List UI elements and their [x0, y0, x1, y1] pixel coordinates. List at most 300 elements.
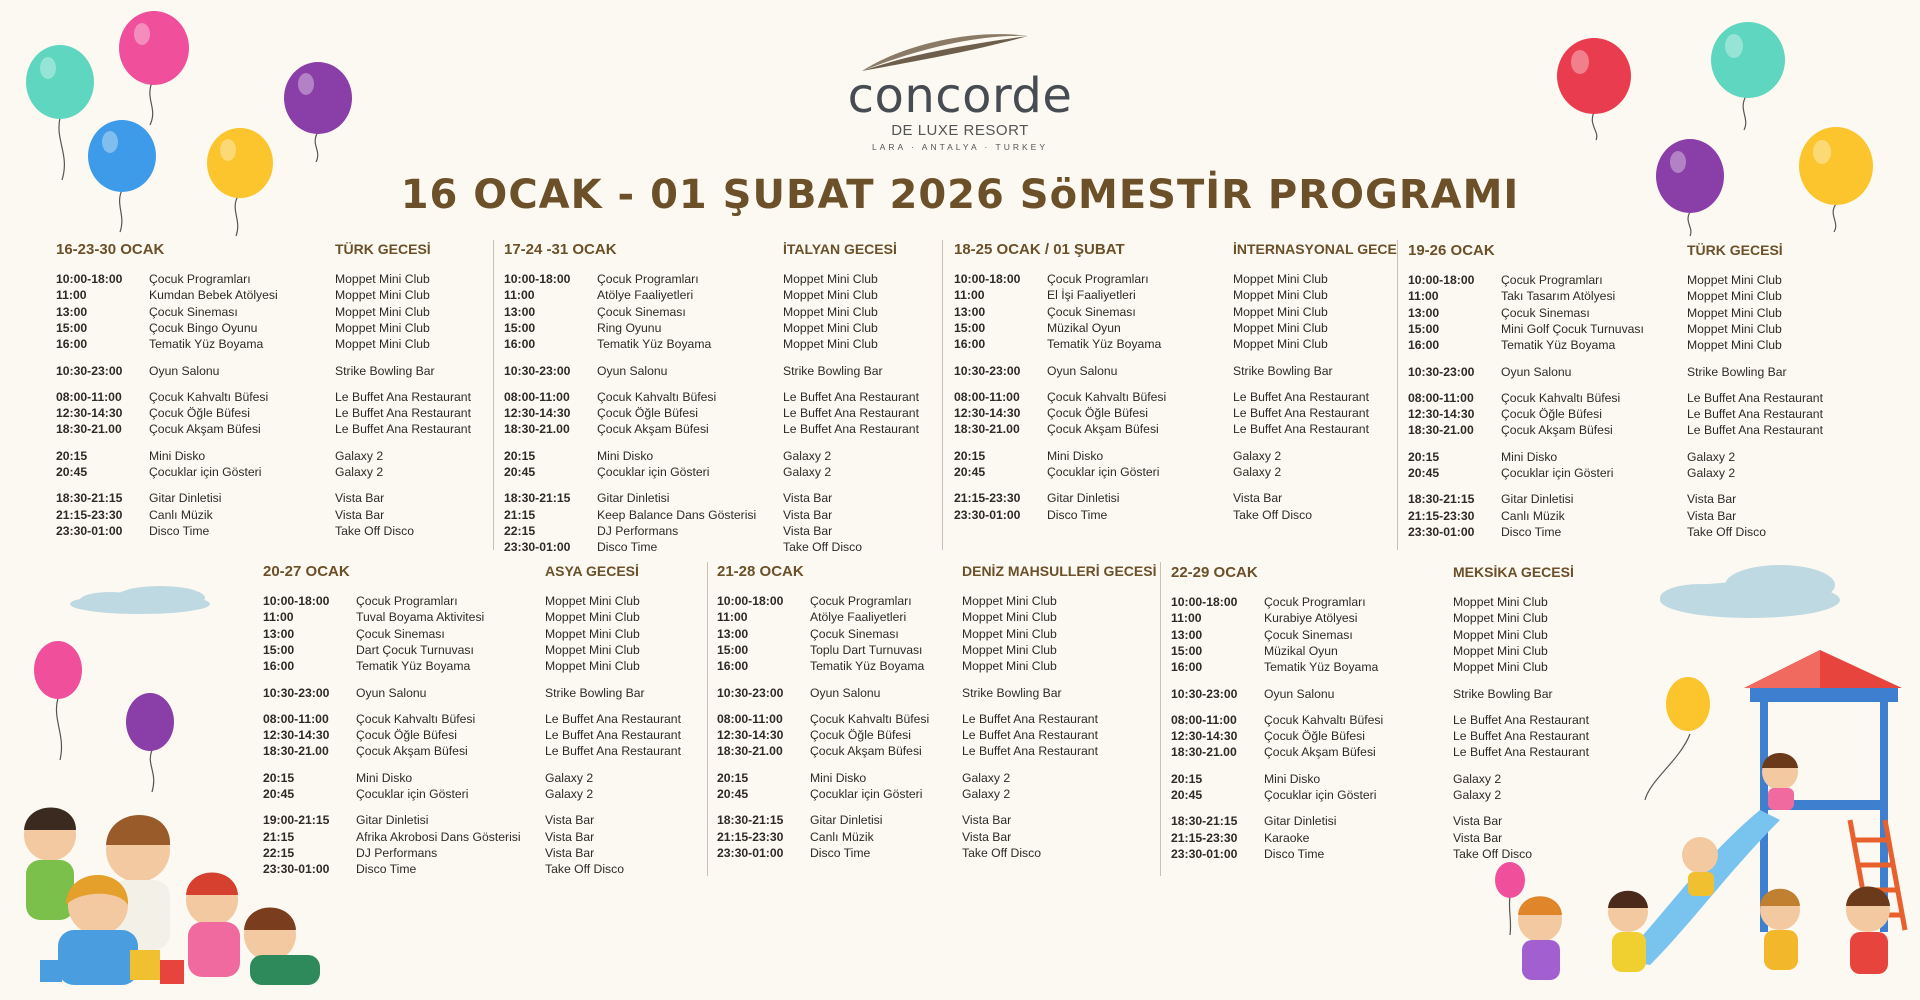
schedule-row	[1408, 491, 1858, 507]
schedule-time: 20:15	[1408, 449, 1440, 464]
schedule-time: 18:30-21.00	[263, 744, 329, 759]
schedule-row	[954, 363, 1404, 379]
schedule-time: 21:15-23:30	[717, 829, 784, 844]
schedule-venue: Moppet Mini Club	[545, 626, 640, 641]
schedule-activity: Oyun Salonu	[1264, 686, 1335, 701]
schedule-time: 21:15-23:30	[954, 491, 1021, 506]
schedule-row	[504, 389, 954, 405]
balloon-icon	[1656, 139, 1724, 236]
schedule-activity: Oyun Salonu	[1047, 363, 1118, 378]
schedule-activity: Çocuk Sineması	[1264, 627, 1353, 642]
schedule-activity: Çocuk Programları	[149, 272, 251, 286]
schedule-venue: Galaxy 2	[783, 448, 832, 463]
schedule-row	[504, 539, 954, 555]
schedule-activity: Çocuk Öğle Büfesi	[1501, 407, 1602, 422]
schedule-venue: Moppet Mini Club	[1233, 288, 1328, 303]
schedule-activity: Çocuk Kahvaltı Büfesi	[149, 389, 269, 404]
schedule-time: 20:15	[717, 770, 749, 785]
schedule-time: 19:00-21:15	[263, 813, 330, 828]
schedule-venue: Strike Bowling Bar	[545, 685, 645, 700]
schedule-activity: Oyun Salonu	[149, 363, 220, 378]
schedule-venue: Take Off Disco	[1687, 524, 1767, 539]
schedule-time: 22:15	[263, 845, 295, 860]
schedule-block	[717, 563, 1157, 873]
schedule-venue: Moppet Mini Club	[545, 610, 640, 625]
schedule-row	[1171, 771, 1621, 787]
schedule-venue: Vista Bar	[1687, 508, 1737, 523]
balloon-icon	[1711, 22, 1785, 130]
schedule-row	[263, 593, 713, 609]
schedule-row	[1408, 337, 1858, 353]
schedule-venue: Galaxy 2	[1453, 788, 1502, 802]
schedule-venue: Moppet Mini Club	[335, 320, 430, 335]
schedule-activity: Gitar Dinletisi	[1047, 491, 1120, 506]
schedule-activity: Mini Disko	[1501, 449, 1558, 464]
schedule-activity: Çocuk Programları	[597, 272, 699, 286]
schedule-row	[504, 405, 954, 421]
schedule-row	[1408, 449, 1858, 465]
schedule-venue: Moppet Mini Club	[783, 288, 878, 303]
schedule-row	[263, 609, 713, 625]
schedule-row	[1408, 288, 1858, 304]
schedule-row	[1408, 422, 1858, 438]
schedule-venue: Galaxy 2	[962, 787, 1011, 801]
schedule-activity: Atölye Faaliyetleri	[810, 610, 907, 625]
schedule-venue: Moppet Mini Club	[783, 320, 878, 335]
schedule-venue: Le Buffet Ana Restaurant	[783, 406, 919, 421]
schedule-activity: Dart Çocuk Turnuvası	[356, 642, 474, 657]
balloon-icon	[34, 641, 82, 760]
schedule-time: 20:15	[504, 448, 536, 463]
schedule-row	[1408, 508, 1858, 524]
schedule-activity: Takı Tasarım Atölyesi	[1501, 289, 1616, 304]
schedule-activity: Çocuk Sineması	[149, 304, 238, 319]
schedule-venue: Vista Bar	[335, 491, 385, 506]
schedule-row	[504, 523, 954, 539]
schedule-row	[56, 448, 506, 464]
schedule-date: 19-26 OCAK	[1408, 242, 1495, 259]
schedule-activity: Afrika Akrobosi Dans Gösterisi	[356, 829, 521, 844]
schedule-venue: Vista Bar	[545, 845, 595, 860]
schedule-activity: Çocuk Akşam Büfesi	[1501, 423, 1613, 438]
schedule-row	[954, 287, 1404, 303]
cloud-icon	[70, 586, 210, 614]
schedule-venue: Moppet Mini Club	[1687, 338, 1782, 353]
schedule-time: 21:15	[263, 829, 295, 844]
schedule-activity: Oyun Salonu	[597, 363, 668, 378]
schedule-time: 15:00	[56, 320, 88, 335]
schedule-venue: Moppet Mini Club	[545, 594, 640, 608]
schedule-activity: Kumdan Bebek Atölyesi	[149, 288, 278, 303]
schedule-time: 12:30-14:30	[504, 406, 571, 421]
schedule-venue: Galaxy 2	[1687, 466, 1736, 480]
schedule-night-theme: TÜRK GECESİ	[335, 241, 431, 257]
schedule-row	[954, 304, 1404, 320]
schedule-row	[717, 711, 1167, 727]
schedule-row	[1171, 659, 1621, 675]
schedule-block	[954, 241, 1397, 551]
schedule-time: 18:30-21:15	[504, 491, 571, 506]
schedule-row	[56, 464, 506, 480]
schedule-date: 17-24 -31 OCAK	[504, 241, 617, 258]
schedule-activity: Çocuk Kahvaltı Büfesi	[1047, 389, 1167, 404]
schedule-activity: Mini Disko	[1047, 448, 1104, 463]
schedule-activity: Çocuk Programları	[1501, 273, 1603, 287]
schedule-activity: Tematik Yüz Boyama	[597, 337, 712, 352]
schedule-venue: Moppet Mini Club	[335, 304, 430, 319]
schedule-time: 15:00	[1171, 643, 1203, 658]
schedule-date: 16-23-30 OCAK	[56, 241, 165, 258]
schedule-activity: Oyun Salonu	[356, 685, 427, 700]
schedule-time: 18:30-21:15	[717, 813, 784, 828]
schedule-time: 20:45	[1171, 788, 1203, 802]
schedule-activity: Çocuk Sineması	[356, 626, 445, 641]
schedule-time: 23:30-01:00	[1171, 846, 1238, 861]
schedule-block	[1408, 242, 1848, 552]
schedule-time: 10:00-18:00	[1171, 595, 1238, 609]
schedule-time: 10:00-18:00	[504, 272, 571, 286]
schedule-row	[1171, 830, 1621, 846]
schedule-row	[954, 464, 1404, 480]
schedule-time: 15:00	[717, 642, 749, 657]
schedule-night-theme: İTALYAN GECESİ	[783, 241, 897, 257]
schedule-row	[1171, 686, 1621, 702]
schedule-row	[504, 320, 954, 336]
schedule-row	[263, 685, 713, 701]
schedule-activity: Disco Time	[810, 845, 871, 860]
schedule-activity: Mini Disko	[149, 448, 206, 463]
schedule-time: 11:00	[1408, 289, 1439, 304]
schedule-activity: Çocuklar için Gösteri	[1501, 466, 1614, 480]
schedule-night-theme: İNTERNASYONAL GECE	[1233, 241, 1397, 257]
schedule-row	[263, 626, 713, 642]
schedule-row	[263, 727, 713, 743]
schedule-venue: Le Buffet Ana Restaurant	[545, 744, 681, 759]
schedule-activity: Gitar Dinletisi	[1501, 492, 1574, 507]
schedule-time: 08:00-11:00	[56, 389, 122, 404]
schedule-venue: Moppet Mini Club	[1453, 595, 1548, 609]
schedule-row	[1408, 524, 1858, 540]
schedule-time: 13:00	[504, 304, 536, 319]
schedule-time: 15:00	[504, 320, 536, 335]
schedule-venue: Moppet Mini Club	[545, 659, 640, 674]
schedule-venue: Moppet Mini Club	[545, 642, 640, 657]
schedule-activity: Tematik Yüz Boyama	[1501, 338, 1616, 353]
schedule-time: 15:00	[954, 320, 986, 335]
schedule-time: 23:30-01:00	[717, 845, 784, 860]
schedule-activity: Tematik Yüz Boyama	[1264, 660, 1379, 675]
schedule-block	[263, 563, 703, 877]
balloon-icon	[284, 62, 352, 162]
schedule-venue: Moppet Mini Club	[335, 337, 430, 352]
schedule-venue: Moppet Mini Club	[962, 610, 1057, 625]
schedule-venue: Le Buffet Ana Restaurant	[545, 728, 681, 743]
schedule-time: 20:45	[717, 787, 749, 801]
schedule-venue: Strike Bowling Bar	[1687, 364, 1787, 379]
schedule-time: 18:30-21:15	[1408, 492, 1475, 507]
schedule-venue: Moppet Mini Club	[1453, 660, 1548, 675]
schedule-venue: Moppet Mini Club	[1233, 320, 1328, 335]
schedule-time: 08:00-11:00	[717, 711, 783, 726]
schedule-time: 13:00	[263, 626, 295, 641]
schedule-venue: Moppet Mini Club	[783, 272, 878, 286]
schedule-activity: DJ Performans	[356, 845, 438, 860]
schedule-row	[717, 727, 1167, 743]
schedule-activity: Tematik Yüz Boyama	[1047, 337, 1162, 352]
schedule-row	[263, 770, 713, 786]
schedule-row	[56, 336, 506, 352]
schedule-venue: Le Buffet Ana Restaurant	[335, 422, 471, 437]
schedule-row	[504, 421, 954, 437]
schedule-row	[56, 507, 506, 523]
schedule-activity: Gitar Dinletisi	[149, 491, 222, 506]
schedule-time: 15:00	[1408, 321, 1440, 336]
schedule-time: 10:30-23:00	[717, 685, 784, 700]
schedule-time: 16:00	[1171, 660, 1203, 675]
schedule-row	[1171, 712, 1621, 728]
balloon-icon	[207, 128, 273, 236]
schedule-time: 08:00-11:00	[504, 389, 570, 404]
schedule-row	[954, 448, 1404, 464]
schedule-venue: Vista Bar	[335, 507, 385, 522]
schedule-night-theme: TÜRK GECESİ	[1687, 242, 1783, 258]
schedule-venue: Moppet Mini Club	[335, 288, 430, 303]
schedule-row	[263, 743, 713, 759]
schedule-venue: Moppet Mini Club	[1453, 611, 1548, 626]
schedule-venue: Galaxy 2	[1687, 449, 1736, 464]
schedule-block	[1171, 564, 1611, 874]
schedule-venue: Moppet Mini Club	[783, 304, 878, 319]
schedule-time: 11:00	[1171, 611, 1202, 626]
schedule-activity: Canlı Müzik	[149, 507, 213, 522]
schedule-time: 13:00	[56, 304, 88, 319]
schedule-time: 11:00	[954, 288, 985, 303]
schedule-time: 12:30-14:30	[56, 406, 123, 421]
schedule-activity: Çocuk Öğle Büfesi	[149, 406, 250, 421]
schedule-time: 20:45	[1408, 466, 1440, 480]
schedule-row	[504, 464, 954, 480]
schedule-venue: Moppet Mini Club	[1687, 305, 1782, 320]
schedule-row	[717, 812, 1167, 828]
schedule-time: 18:30-21.00	[1408, 423, 1474, 438]
schedule-row	[717, 829, 1167, 845]
schedule-date: 22-29 OCAK	[1171, 564, 1258, 581]
schedule-activity: Çocuk Programları	[810, 594, 912, 608]
schedule-activity: Çocuk Programları	[356, 594, 458, 608]
schedule-row	[954, 389, 1404, 405]
schedule-row	[1171, 728, 1621, 744]
schedule-date: 18-25 OCAK / 01 ŞUBAT	[954, 241, 1125, 258]
schedule-time: 10:30-23:00	[263, 685, 330, 700]
schedule-row	[717, 786, 1167, 802]
schedule-venue: Strike Bowling Bar	[1453, 686, 1553, 701]
schedule-time: 20:15	[263, 770, 295, 785]
schedule-row	[1171, 643, 1621, 659]
schedule-activity: Canlı Müzik	[810, 829, 874, 844]
schedule-time: 16:00	[56, 337, 88, 352]
schedule-venue: Galaxy 2	[335, 448, 384, 463]
schedule-venue: Vista Bar	[783, 523, 833, 538]
schedule-time: 16:00	[954, 337, 986, 352]
schedule-activity: Disco Time	[1047, 507, 1108, 522]
schedule-activity: Disco Time	[597, 540, 658, 555]
schedule-row	[56, 421, 506, 437]
balloon-icon	[1645, 677, 1710, 800]
schedule-time: 10:00-18:00	[1408, 273, 1475, 287]
schedule-activity: Gitar Dinletisi	[597, 491, 670, 506]
schedule-time: 18:30-21.00	[954, 422, 1020, 437]
schedule-activity: Atölye Faaliyetleri	[597, 288, 694, 303]
schedule-venue: Take Off Disco	[335, 523, 415, 538]
schedule-venue: Moppet Mini Club	[1233, 272, 1328, 286]
schedule-activity: Çocuk Sineması	[810, 626, 899, 641]
schedule-venue: Moppet Mini Club	[962, 659, 1057, 674]
schedule-time: 18:30-21.00	[1171, 745, 1237, 760]
schedule-time: 23:30-01:00	[1408, 524, 1475, 539]
schedule-venue: Vista Bar	[1687, 492, 1737, 507]
schedule-time: 21:15	[504, 507, 536, 522]
schedule-time: 18:30-21.00	[56, 422, 122, 437]
schedule-time: 20:45	[504, 465, 536, 479]
schedule-time: 20:45	[954, 465, 986, 479]
schedule-activity: Çocuk Kahvaltı Büfesi	[356, 711, 476, 726]
schedule-venue: Moppet Mini Club	[1687, 273, 1782, 287]
schedule-row	[263, 658, 713, 674]
schedule-row	[263, 812, 713, 828]
schedule-night-theme: MEKSİKA GECESİ	[1453, 564, 1574, 580]
balloon-icon	[88, 120, 156, 232]
schedule-activity: Çocuk Akşam Büfesi	[810, 744, 922, 759]
schedule-venue: Moppet Mini Club	[1233, 337, 1328, 352]
schedule-venue: Galaxy 2	[1233, 448, 1282, 463]
schedule-activity: Çocuk Programları	[1047, 272, 1149, 286]
schedule-row	[1408, 272, 1858, 288]
schedule-activity: Çocuklar için Gösteri	[149, 465, 262, 479]
schedule-night-theme: DENİZ MAHSULLERİ GECESİ	[962, 563, 1157, 579]
schedule-time: 20:45	[56, 465, 88, 479]
schedule-row	[1408, 364, 1858, 380]
schedule-time: 08:00-11:00	[1408, 390, 1474, 405]
schedule-row	[954, 271, 1404, 287]
schedule-time: 13:00	[954, 304, 986, 319]
schedule-time: 13:00	[1171, 627, 1203, 642]
schedule-row	[1408, 305, 1858, 321]
schedule-activity: Çocuk Öğle Büfesi	[810, 728, 911, 743]
schedule-time: 16:00	[504, 337, 536, 352]
schedule-time: 12:30-14:30	[717, 728, 784, 743]
schedule-row	[263, 861, 713, 877]
schedule-venue: Le Buffet Ana Restaurant	[962, 711, 1098, 726]
schedule-row	[1171, 813, 1621, 829]
schedule-activity: Gitar Dinletisi	[810, 813, 883, 828]
schedule-block	[504, 241, 944, 555]
schedule-activity: Karaoke	[1264, 830, 1310, 845]
schedule-time: 08:00-11:00	[1171, 712, 1237, 727]
schedule-activity: Çocuk Kahvaltı Büfesi	[810, 711, 930, 726]
schedule-activity: Gitar Dinletisi	[1264, 814, 1337, 829]
schedule-activity: Çocuklar için Gösteri	[810, 787, 923, 801]
schedule-activity: Tematik Yüz Boyama	[810, 659, 925, 674]
schedule-venue: Vista Bar	[783, 507, 833, 522]
schedule-activity: Ring Oyunu	[597, 320, 662, 335]
schedule-venue: Moppet Mini Club	[1687, 321, 1782, 336]
balloon-icon	[126, 693, 174, 792]
schedule-activity: Çocuk Öğle Büfesi	[597, 406, 698, 421]
schedule-activity: Canlı Müzik	[1501, 508, 1565, 523]
schedule-row	[1171, 594, 1621, 610]
schedule-time: 08:00-11:00	[954, 389, 1020, 404]
schedule-row	[263, 786, 713, 802]
schedule-block	[56, 241, 496, 551]
schedule-time: 11:00	[504, 288, 535, 303]
schedule-activity: Müzikal Oyun	[1047, 320, 1121, 335]
schedule-venue: Galaxy 2	[545, 787, 594, 801]
schedule-activity: Kurabiye Atölyesi	[1264, 611, 1358, 626]
schedule-time: 16:00	[717, 659, 749, 674]
schedule-activity: Mini Disko	[1264, 771, 1321, 786]
schedule-time: 18:30-21:15	[1171, 814, 1238, 829]
schedule-venue: Galaxy 2	[962, 770, 1011, 785]
schedule-row	[56, 363, 506, 379]
schedule-time: 20:15	[954, 448, 986, 463]
schedule-activity: Çocuk Programları	[1264, 595, 1366, 609]
schedule-time: 23:30-01:00	[504, 540, 571, 555]
schedule-time: 16:00	[1408, 338, 1440, 353]
schedule-time: 20:15	[56, 448, 88, 463]
schedule-venue: Moppet Mini Club	[1687, 289, 1782, 304]
schedule-row	[1171, 610, 1621, 626]
schedule-venue: Moppet Mini Club	[335, 272, 430, 286]
schedule-time: 11:00	[717, 610, 748, 625]
schedule-time: 08:00-11:00	[263, 711, 329, 726]
schedule-venue: Moppet Mini Club	[1453, 643, 1548, 658]
schedule-row	[504, 363, 954, 379]
balloon-icon	[119, 11, 189, 125]
schedule-venue: Moppet Mini Club	[783, 337, 878, 352]
schedule-time: 13:00	[717, 626, 749, 641]
balloon-icon	[26, 45, 94, 180]
schedule-time: 12:30-14:30	[263, 728, 330, 743]
schedule-activity: Disco Time	[356, 862, 417, 877]
brand-name: concorde	[847, 68, 1073, 124]
schedule-venue: Le Buffet Ana Restaurant	[1233, 422, 1369, 437]
schedule-activity: Çocuk Kahvaltı Büfesi	[1264, 712, 1384, 727]
schedule-venue: Le Buffet Ana Restaurant	[962, 744, 1098, 759]
schedule-venue: Galaxy 2	[1233, 465, 1282, 479]
schedule-activity: Çocuklar için Gösteri	[1264, 788, 1377, 802]
schedule-activity: DJ Performans	[597, 523, 679, 538]
schedule-row	[56, 523, 506, 539]
schedule-row	[504, 304, 954, 320]
schedule-venue: Take Off Disco	[1453, 846, 1533, 861]
schedule-time: 15:00	[263, 642, 295, 657]
schedule-venue: Galaxy 2	[783, 465, 832, 479]
schedule-row	[263, 711, 713, 727]
schedule-row	[56, 405, 506, 421]
schedule-venue: Moppet Mini Club	[1453, 627, 1548, 642]
schedule-venue: Vista Bar	[962, 813, 1012, 828]
schedule-row	[504, 336, 954, 352]
schedule-row	[56, 490, 506, 506]
schedule-row	[56, 287, 506, 303]
schedule-time: 18:30-21.00	[504, 422, 570, 437]
schedule-activity: Oyun Salonu	[1501, 364, 1572, 379]
schedule-night-theme: ASYA GECESİ	[545, 563, 639, 579]
schedule-venue: Strike Bowling Bar	[783, 363, 883, 378]
schedule-row	[717, 593, 1167, 609]
schedule-venue: Moppet Mini Club	[1233, 304, 1328, 319]
schedule-time: 12:30-14:30	[1408, 407, 1475, 422]
